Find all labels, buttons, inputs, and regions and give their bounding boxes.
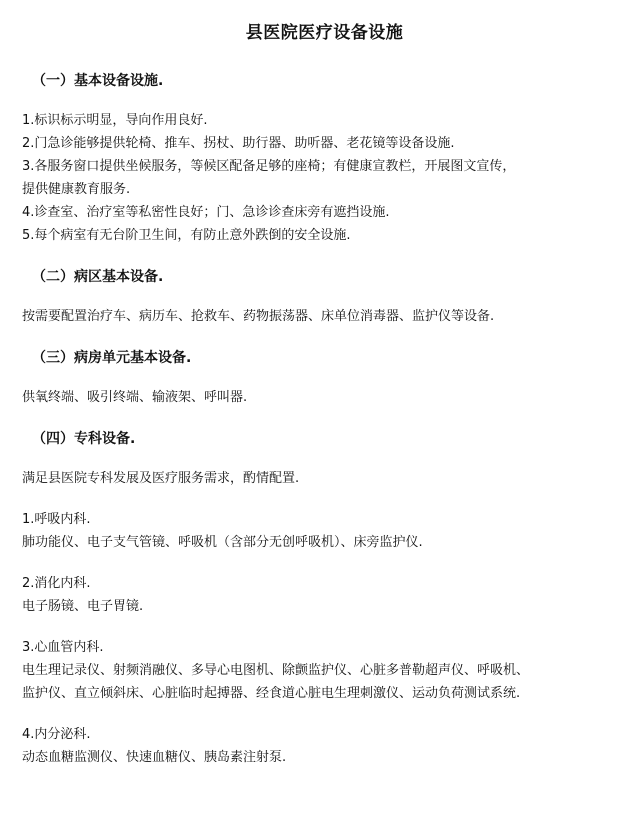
text-line: 2.门急诊能够提供轮椅、推车、拐杖、助行器、助听器、老花镜等设备设施. (22, 136, 455, 151)
text-line: 提供健康教育服务. (22, 182, 131, 197)
section-heading: （三）病房单元基本设备. (32, 350, 192, 366)
text-line: 监护仪、直立倾斜床、心脏临时起搏器、经食道心脏电生理刺激仪、运动负荷测试系统. (22, 686, 521, 701)
section-heading: （二）病区基本设备. (32, 269, 164, 285)
section-basic-facilities (22, 71, 627, 247)
subsection-endocrinology (22, 723, 627, 769)
text-line: 动态血糖监测仪、快速血糖仪、胰岛素注射泵. (22, 750, 287, 765)
text-line: 1.标识标示明显，导向作用良好. (22, 113, 208, 128)
subsection-title: 3.心血管内科. (22, 640, 104, 655)
section-intro: 满足县医院专科发展及医疗服务需求，酌情配置. (22, 471, 300, 486)
text-line: 5.每个病室有无台阶卫生间，有防止意外跌倒的安全设施. (22, 228, 351, 243)
subsection-title: 4.内分泌科. (22, 727, 91, 742)
text-line: 电生理记录仪、射频消融仪、多导心电图机、除颤监护仪、心脏多普勒超声仪、呼吸机、 (22, 663, 530, 678)
text-line: 肺功能仪、电子支气管镜、呼吸机（含部分无创呼吸机）、床旁监护仪. (22, 535, 423, 550)
section-ward-equipment (22, 267, 627, 328)
text-line: 4.诊查室、治疗室等私密性良好；门、急诊诊查床旁有遮挡设施. (22, 205, 390, 220)
section-room-unit-equipment (22, 348, 627, 409)
subsection-title: 1.呼吸内科. (22, 512, 91, 527)
subsection-respiratory (22, 508, 627, 554)
text-line: 按需要配置治疗车、病历车、抢救车、药物振荡器、床单位消毒器、监护仪等设备. (22, 309, 495, 324)
text-line: 供氧终端、吸引终端、输液架、呼叫器. (22, 390, 248, 405)
subsection-title: 2.消化内科. (22, 576, 91, 591)
section-specialty-equipment (22, 429, 627, 769)
section-heading: （四）专科设备. (32, 431, 136, 447)
document-title: 县医院医疗设备设施 (245, 23, 404, 43)
section-heading: （一）基本设备设施. (32, 73, 164, 89)
text-line: 3.各服务窗口提供坐候服务，等候区配备足够的座椅；有健康宣教栏，开展图文宣传， (22, 159, 516, 174)
subsection-cardiology (22, 636, 627, 705)
text-line: 电子肠镜、电子胃镜. (22, 599, 144, 614)
subsection-gastroenterology (22, 572, 627, 618)
